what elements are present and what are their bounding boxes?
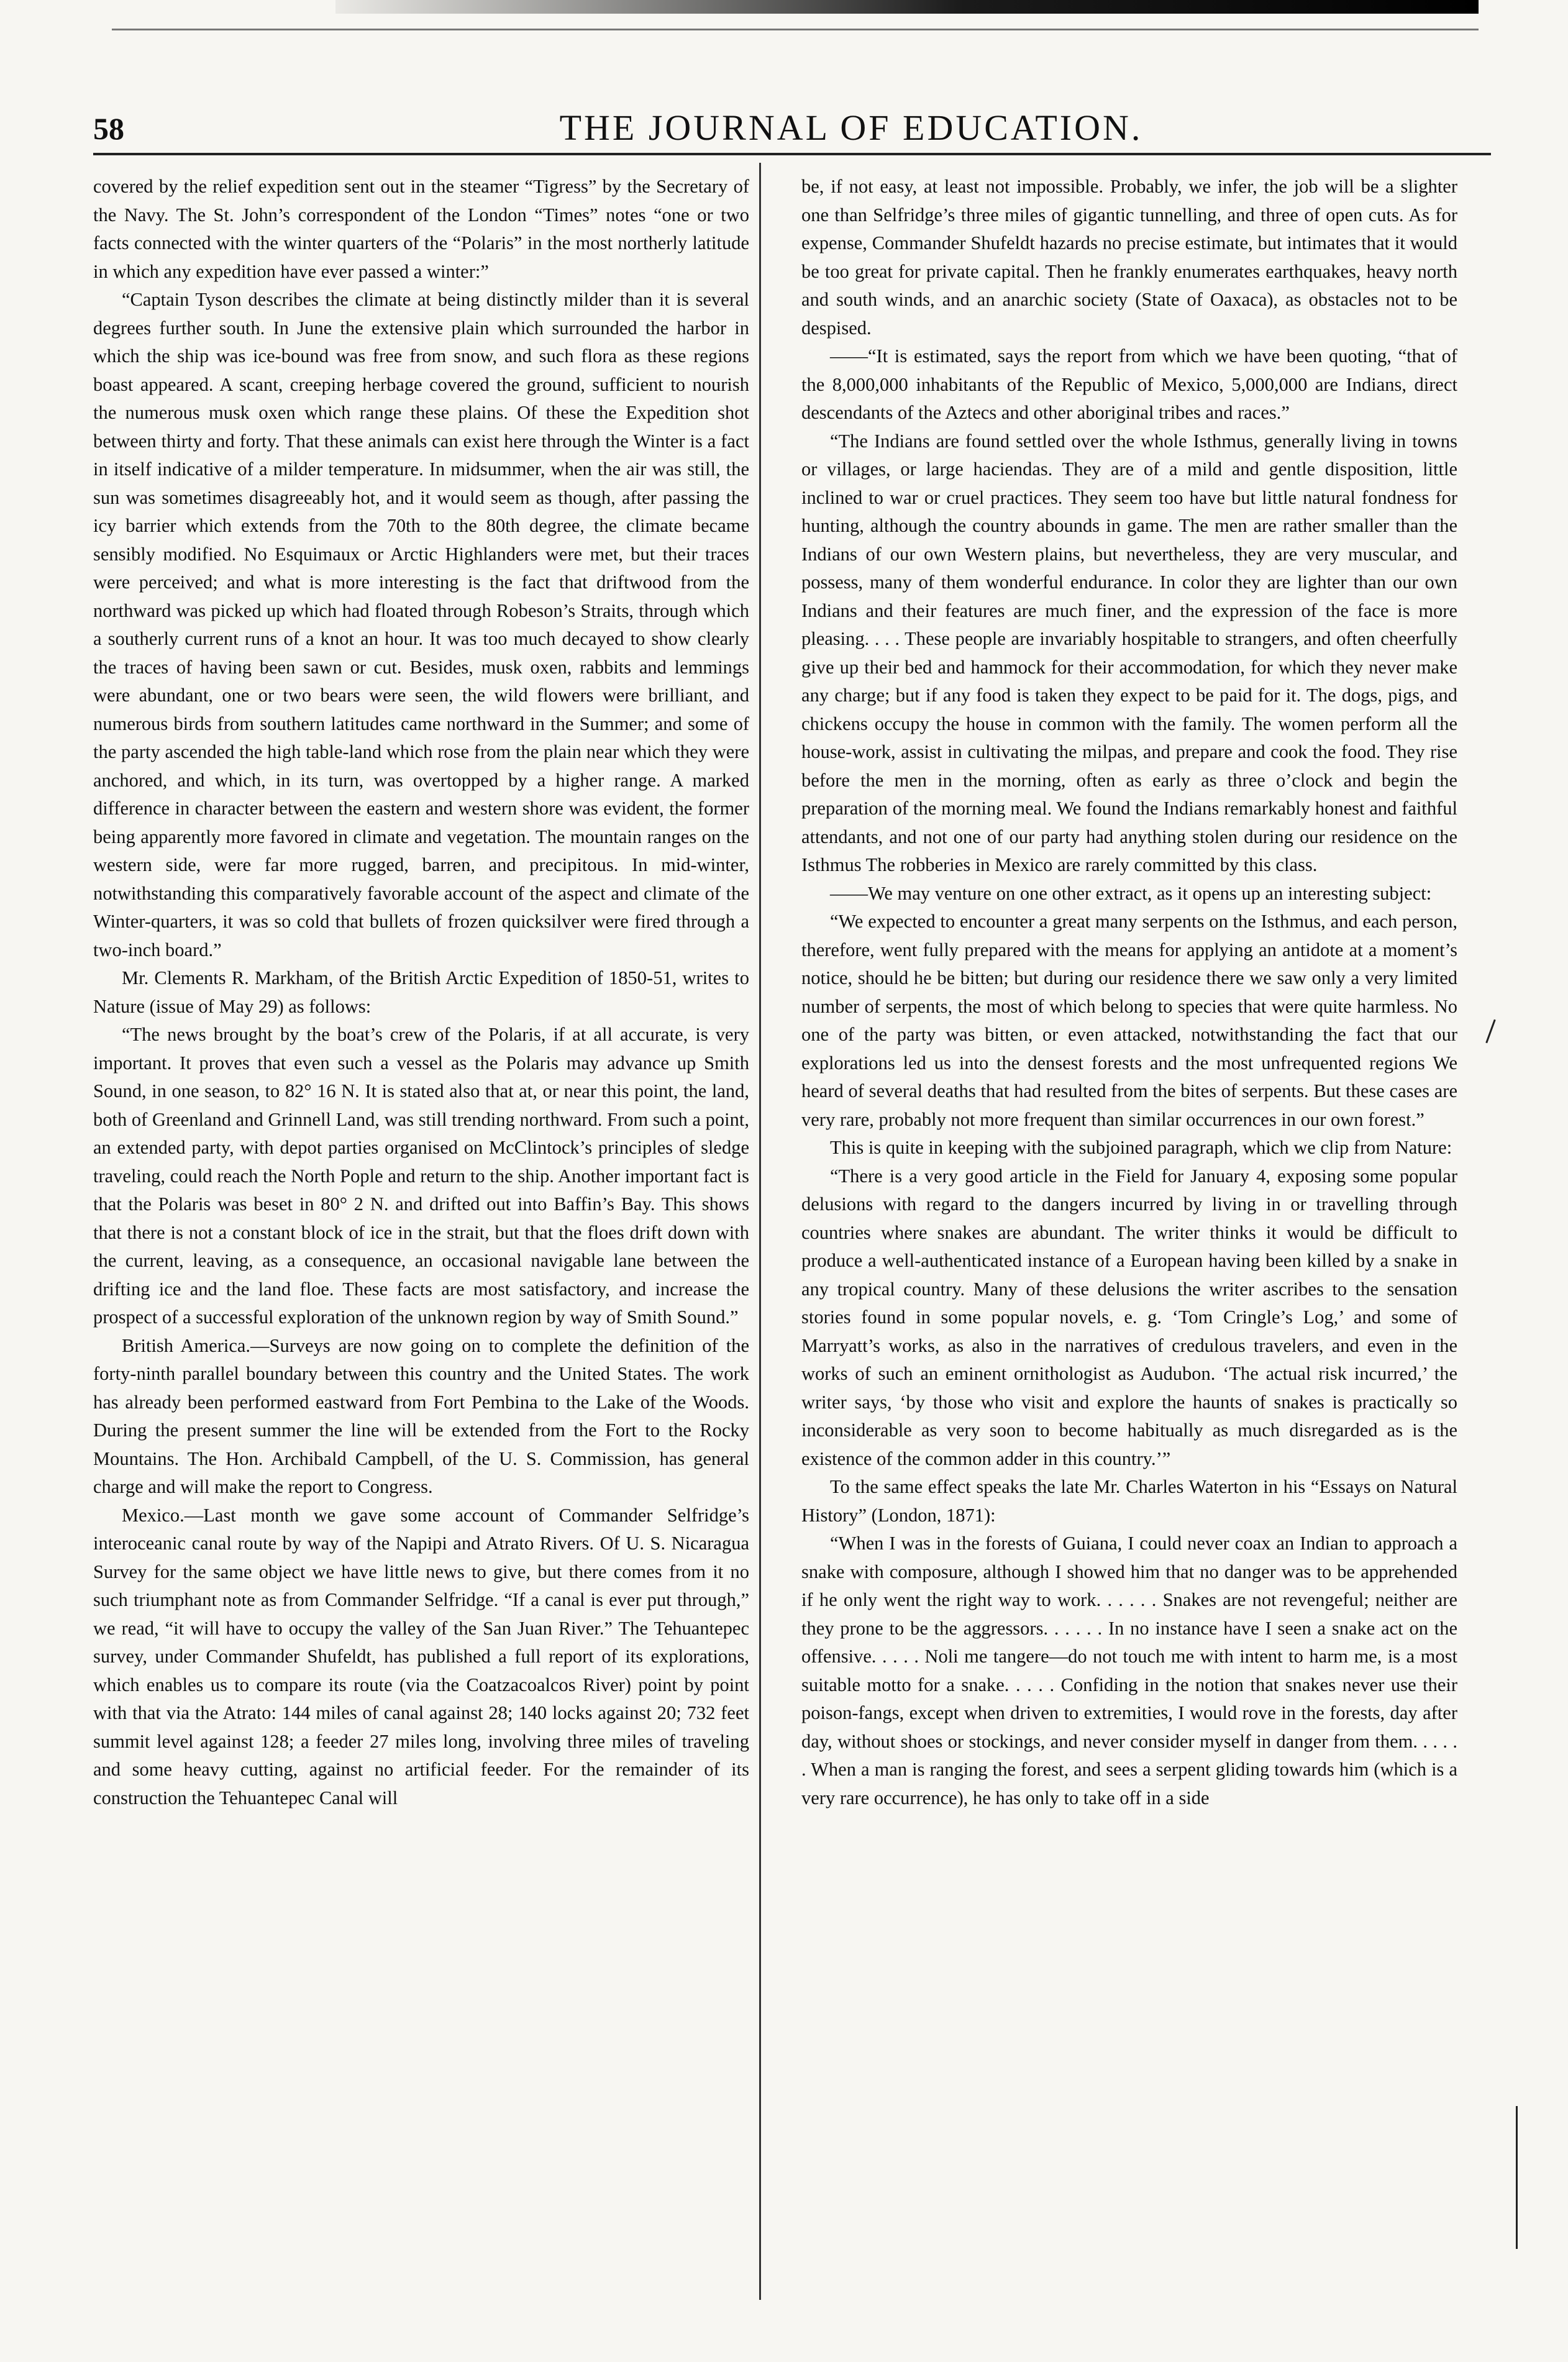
running-head: THE JOURNAL OF EDUCATION. bbox=[559, 107, 1143, 148]
paragraph: covered by the relief expedition sent out in the steamer “Tigress” by the Secretary of the Navy. The St. John’s correspondent of the London “Times” notes “one or two facts connected with the winter quarters of the “Polaris” in the most northerly latitude in which any expedition have ever passed a winter:” bbox=[93, 176, 749, 282]
margin-mark bbox=[1516, 2106, 1518, 2249]
paragraph: ——“It is estimated, says the report from which we have been quoting, “that of the 8,000,000 inhabitants of the Republic of Mexico, 5,000,000 are Indians, direct descendants of the Aztecs and other aboriginal tribes and races.” bbox=[801, 345, 1457, 423]
column-divider bbox=[759, 163, 761, 2300]
paragraph: Mexico.—Last month we gave some account of Commander Selfridge’s interoceanic canal route by way of the Napipi and Atrato Rivers. Of U. S. Nicaragua Survey for the same object we have little news to give, but there comes from it no such triumphant note as from Commander Selfridge. “If a canal is ever put through,” we read, “it will have to occupy the valley of the San Juan River.” The Tehuantepec survey, under Commander Shufeldt, has published a full report of its explorations, which enables us to compare its route (via the Coatzacoalcos River) point by point with that via the Atrato: 144 miles of canal against 28; 140 locks against 20; 732 feet summit level against 128; a feeder 27 miles long, involving three miles of traveling and some heavy cutting, against no artificial feeder. For the remainder of its construction the Tehuantepec Canal will bbox=[93, 1504, 749, 1808]
paragraph: Mr. Clements R. Markham, of the British Arctic Expedition of 1850-51, writes to Nature (issue of May 29) as follows: bbox=[93, 967, 749, 1017]
paragraph: be, if not easy, at least not impossible. Probably, we infer, the job will be a slighter one than Selfridge’s three miles of gigantic tunnelling, and three of open cuts. As for expense, Commander Shufeldt hazards no precise estimate, but intimates that it would be too great for private capital. Then he frankly enumerates earthquakes, heavy north and south winds, and an anarchic society (State of Oaxaca), as obstacles not to be despised. bbox=[801, 176, 1457, 339]
top-thin-rule bbox=[112, 29, 1479, 30]
right-column bbox=[801, 173, 1457, 1812]
page-number: 58 bbox=[93, 111, 124, 146]
paragraph: “When I was in the forests of Guiana, I could never coax an Indian to approach a snake with composure, although I showed him that no danger was to be apprehended if he only went the right way to work. . . . . . Snakes are not revengeful; neither are they prone to be the aggressors. . . . . . In no instance have I seen a snake act on the offensive. . . . . Noli me tangere—do not touch me with intent to harm me, is a most suitable motto for a snake. . . . . Confiding in the notion that snakes never use their poison-fangs, except when driven to extremities, I would rove in the forests, day after day, without shoes or stockings, and never consider myself in danger from them. . . . . . When a man is ranging the forest, and sees a serpent gliding towards him (which is a very rare occurrence), he has only to take off in a side bbox=[801, 1533, 1457, 1808]
left-column bbox=[93, 173, 749, 1812]
header-rule bbox=[93, 153, 1491, 155]
paragraph: British America.—Surveys are now going on to complete the definition of the forty-ninth parallel boundary between this country and the United States. The work has already been performed eastward from Fort Pembina to the Lake of the Woods. During the present summer the line will be extended from the Fort to the Rocky Mountains. The Hon. Archibald Campbell, of the U. S. Commission, has general charge and will make the report to Congress. bbox=[93, 1334, 749, 1497]
paragraph: “We expected to encounter a great many serpents on the Isthmus, and each person, therefore, went fully prepared with the means for applying an antidote at a moment’s notice, should he be bitten; but during our residence there we saw only a very limited number of serpents, the most of which belong to species that were quite harmless. No one of the party was bitten, or even attacked, notwithstanding the fact that our explorations led us into the densest forests and the most unfrequented regions We heard of several deaths that had resulted from the bites of serpents. But these cases are very rare, probably not more frequent than similar occurrences in our own forest.” bbox=[801, 911, 1457, 1130]
paragraph: To the same effect speaks the late Mr. Charles Waterton in his “Essays on Natural History” (London, 1871): bbox=[801, 1476, 1457, 1526]
paragraph: “The news brought by the boat’s crew of the Polaris, if at all accurate, is very important. It proves that even such a vessel as the Polaris may advance up Smith Sound, in one season, to 82° 16 N. It is stated also that at, or near this point, the land, both of Greenland and Grinnell Land, was still trending northward. From such a point, an extended party, with depot parties organised on McClintock’s principles of sledge traveling, could reach the North Pople and return to the ship. Another important fact is that the Polaris was beset in 80° 2 N. and drifted out into Baffin’s Bay. This shows that there is not a constant block of ice in the strait, but that the floes drift down with the current, leaving, as a consequence, an occasional navigable lane between the drifting ice and the land floe. These facts are most satisfactory, and increase the prospect of a successful exploration of the unknown region by way of Smith Sound.” bbox=[93, 1024, 749, 1328]
paragraph: ——We may venture on one other extract, as it opens up an interesting subject: bbox=[830, 882, 1432, 904]
top-border-rule bbox=[335, 0, 1479, 14]
paragraph: “The Indians are found settled over the whole Isthmus, generally living in towns or villages, or large haciendas. They are of a mild and gentle disposition, little inclined to war or cruel practices. They seem too have but little natural fondness for hunting, although the country abounds in game. The men are rather smaller than the Indians of our own Western plains, but nevertheless, they are very muscular, and possess, many of them wonderful endurance. In color they are lighter than our own Indians and their features are much finer, and the expression of the face is more pleasing. . . . These people are invariably hospitable to strangers, and often cheerfully give up their bed and hammock for their accommodation, for which they never make any charge; but if any food is taken they expect to be paid for it. The dogs, pigs, and chickens occupy the house in common with the family. The women perform all the house-work, assist in cultivating the milpas, and prepare and cook the food. They rise before the men in the morning, often as early as three o’clock and begin the preparation of the morning meal. We found the Indians remarkably honest and faithful attendants, and not one of our party had anything stolen during our residence on the Isthmus The robberies in Mexico are rarely committed by this class. bbox=[801, 430, 1457, 875]
paragraph: This is quite in keeping with the subjoined paragraph, which we clip from Nature: bbox=[830, 1137, 1452, 1158]
paragraph: “Captain Tyson describes the climate at being distinctly milder than it is several degrees further south. In June the extensive plain which surrounded the harbor in which the ship was ice-bound was free from snow, and such flora as these regions boast appeared. A scant, creeping herbage covered the ground, sufficient to nourish the numerous musk oxen which range these plains. Of these the Expedition shot between thirty and forty. That these animals can exist here through the Winter is a fact in itself indicative of a milder temperature. In midsummer, when the air was still, the sun was sometimes disagreeably hot, and it would seem as though, after passing the icy barrier which extends from the 70th to the 80th degree, the climate became sensibly modified. No Esquimaux or Arctic Highlanders were met, but their traces were perceived; and what is more interesting is the fact that driftwood from the northward was picked up which had floated through Robeson’s Straits, through which a southerly current runs of a knot an hour. It was too much decayed to show clearly the traces of having been sawn or cut. Besides, musk oxen, rabbits and lemmings were abundant, one or two bears were seen, the wild flowers were brilliant, and numerous birds from southern latitudes came northward in the Summer; and some of the party ascended the high table-land which rose from the plain near which they were anchored, and which, in its turn, was overtopped by a higher range. A marked difference in character between the eastern and western shore was evident, the former being apparently more favored in climate and vegetation. The mountain ranges on the western side, were far more rugged, barren, and precipitous. In mid-winter, notwithstanding this comparatively favorable account of the aspect and climate of the Winter-quarters, it was so cold that bullets of frozen quicksilver were fired through a two-inch board.” bbox=[93, 289, 749, 960]
margin-mark bbox=[1485, 1019, 1496, 1044]
paragraph: “There is a very good article in the Field for January 4, exposing some popular delusions with regard to the dangers incurred by living in or travelling through countries where snakes are abundant. The writer thinks it would be difficult to produce a well-authenticated instance of a European having been killed by a snake in any tropical country. Many of these delusions the writer ascribes to the sensation stories found in some popular novels, e. g. ‘Tom Cringle’s Log,’ and some of Marryatt’s works, as also in the narratives of credulous travelers, and even in the works of such an eminent ornithologist as Audubon. ‘The actual risk incurred,’ the writer says, ‘by those who visit and explore the haunts of snakes is practically so inconsiderable as very soon to become habitually as much disregarded as is the existence of the common adder in this country.’” bbox=[801, 1165, 1457, 1469]
